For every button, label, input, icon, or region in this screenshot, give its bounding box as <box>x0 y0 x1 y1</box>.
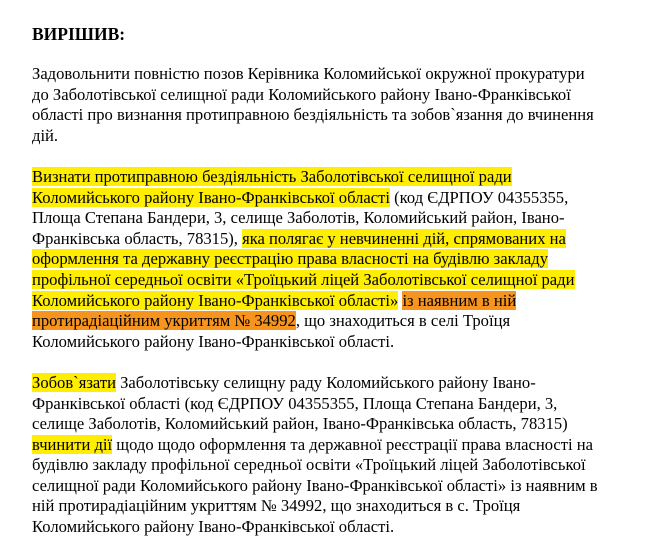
text-line <box>32 167 652 188</box>
text-line <box>32 249 652 270</box>
text-segment: дій. <box>32 125 59 145</box>
highlighted-text: Зобов`язати <box>32 372 116 392</box>
highlighted-text: Коломийського району Івано-Франківської області» <box>32 290 399 310</box>
text-segment: ній протирадіаційним укриттям № 34992, що знаходиться в с. Троїця <box>32 496 521 516</box>
text-segment: Коломийського району Івано-Франківської області. <box>32 517 395 537</box>
text-line <box>32 373 652 394</box>
text-line <box>32 414 652 435</box>
text-line <box>32 455 652 476</box>
text-line <box>32 64 652 85</box>
text-line <box>32 126 652 147</box>
court-decision-document <box>32 24 652 558</box>
text-line <box>32 394 652 415</box>
text-line <box>32 311 652 332</box>
decision-paragraph-3 <box>32 373 652 538</box>
text-segment: Задовольнити повністю позов Керівника Коломийської окружної прокуратури <box>32 64 585 83</box>
highlighted-text: вчинити дії <box>32 434 113 454</box>
text-line <box>32 332 652 353</box>
highlighted-text: із наявним в ній <box>402 290 517 310</box>
highlighted-text: профільної середньої освіти «Троїцький ліцей Заболотівської селищної ради <box>32 269 575 289</box>
decision-heading: ВИРІШИВ: <box>32 24 126 44</box>
highlighted-text: Визнати протиправною бездіяльність Заболотівської селищної ради <box>32 166 512 186</box>
text-segment: Заболотівську селищну раду Коломийського району Івано- <box>115 372 536 392</box>
text-segment: Коломийського району Івано-Франківської області. <box>32 331 395 351</box>
text-segment: (код ЄДРПОУ 04355355, <box>389 187 569 207</box>
text-segment: Франківської області (код ЄДРПОУ 04355355, Площа Степана Бандери, 3, <box>32 393 558 413</box>
highlighted-text: яка полягає у невчиненні дій, спрямованих на <box>242 228 566 248</box>
text-segment: селищної ради Коломийського району Івано-Франківської області» із наявним в <box>32 475 598 495</box>
text-line <box>32 291 652 312</box>
highlighted-text: оформлення та державну реєстрацію права власності на будівлю закладу <box>32 249 549 269</box>
text-line <box>32 85 652 106</box>
highlighted-text: Коломийського району Івано-Франківської області <box>32 187 390 207</box>
text-segment: Франківська область, 78315), <box>32 228 243 248</box>
text-line <box>32 496 652 517</box>
decision-paragraph-2 <box>32 167 652 352</box>
text-line <box>32 270 652 291</box>
text-line <box>32 517 652 538</box>
text-line <box>32 435 652 456</box>
text-segment: будівлю закладу профільної середньої освіти «Троїцький ліцей Заболотівської <box>32 455 586 475</box>
text-line <box>32 208 652 229</box>
text-line <box>32 229 652 250</box>
text-segment: області про визнання протиправною бездіяльність та зобов`язання до вчинення <box>32 105 594 125</box>
highlighted-text: протирадіаційним укриттям № 34992 <box>32 311 296 331</box>
text-segment: Площа Степана Бандери, 3, селище Заболотів, Коломийський район, Івано- <box>32 208 565 228</box>
text-segment: щодо щодо оформлення та державної реєстрації права власності на <box>112 434 594 454</box>
text-line <box>32 105 652 126</box>
text-line <box>32 476 652 497</box>
text-segment: селище Заболотів, Коломийський район, Івано-Франківська область, 78315) <box>32 414 568 434</box>
decision-paragraph-1 <box>32 64 652 146</box>
text-segment: , що знаходиться в селі Троїця <box>295 311 511 331</box>
decision-body <box>32 64 652 538</box>
text-segment: до Заболотівської селищної ради Коломийського району Івано-Франківської <box>32 84 571 104</box>
text-line <box>32 188 652 209</box>
